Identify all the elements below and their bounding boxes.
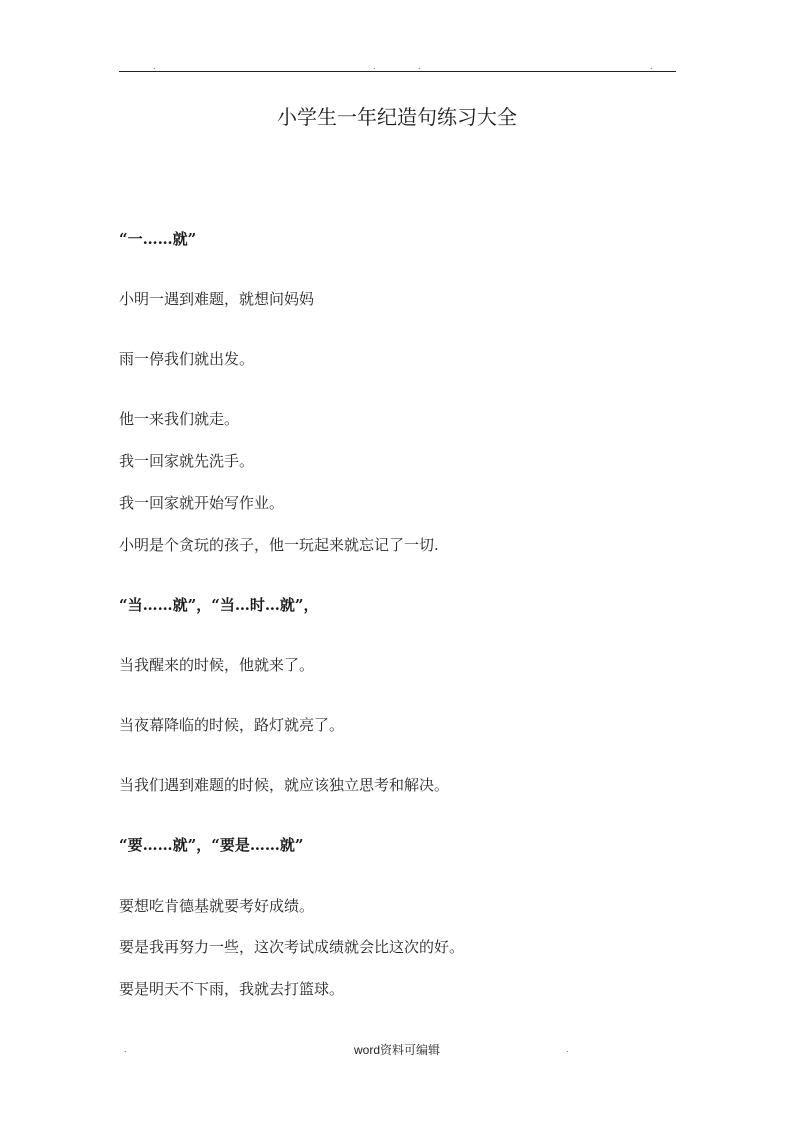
header-rule xyxy=(119,71,676,72)
header-mark: . xyxy=(418,62,421,71)
example-sentence: 雨一停我们就出发。 xyxy=(119,350,255,368)
example-sentence: 他一来我们就走。 xyxy=(119,410,240,428)
example-sentence: 小明是个贪玩的孩子，他一玩起来就忘记了一切. xyxy=(119,536,439,554)
example-sentence: 要想吃肯德基就要考好成绩。 xyxy=(119,897,315,915)
footer-text: word资料可编辑 xyxy=(353,1043,440,1057)
example-sentence: 要是明天不下雨，我就去打篮球。 xyxy=(119,980,345,998)
section-heading: “当……就”，“当…时…就”， xyxy=(119,596,319,614)
header-mark: . xyxy=(153,62,156,71)
example-sentence: 小明一遇到难题，就想问妈妈 xyxy=(119,290,315,308)
example-sentence: 当我醒来的时候，他就来了。 xyxy=(119,656,315,674)
footer-mark: . xyxy=(124,1045,127,1054)
header-mark: . xyxy=(373,62,376,71)
section-heading: “一……就” xyxy=(119,230,197,248)
document-title: 小学生一年纪造句练习大全 xyxy=(277,105,517,129)
example-sentence: 当夜幕降临的时候，路灯就亮了。 xyxy=(119,716,345,734)
example-sentence: 我一回家就开始写作业。 xyxy=(119,494,285,512)
example-sentence: 当我们遇到难题的时候，就应该独立思考和解决。 xyxy=(119,776,450,794)
section-heading: “要……就”，“要是……就” xyxy=(119,836,304,854)
footer-mark: . xyxy=(566,1045,569,1054)
example-sentence: 要是我再努力一些，这次考试成绩就会比这次的好。 xyxy=(119,938,465,956)
header-mark: . xyxy=(650,62,653,71)
example-sentence: 我一回家就先洗手。 xyxy=(119,452,255,470)
